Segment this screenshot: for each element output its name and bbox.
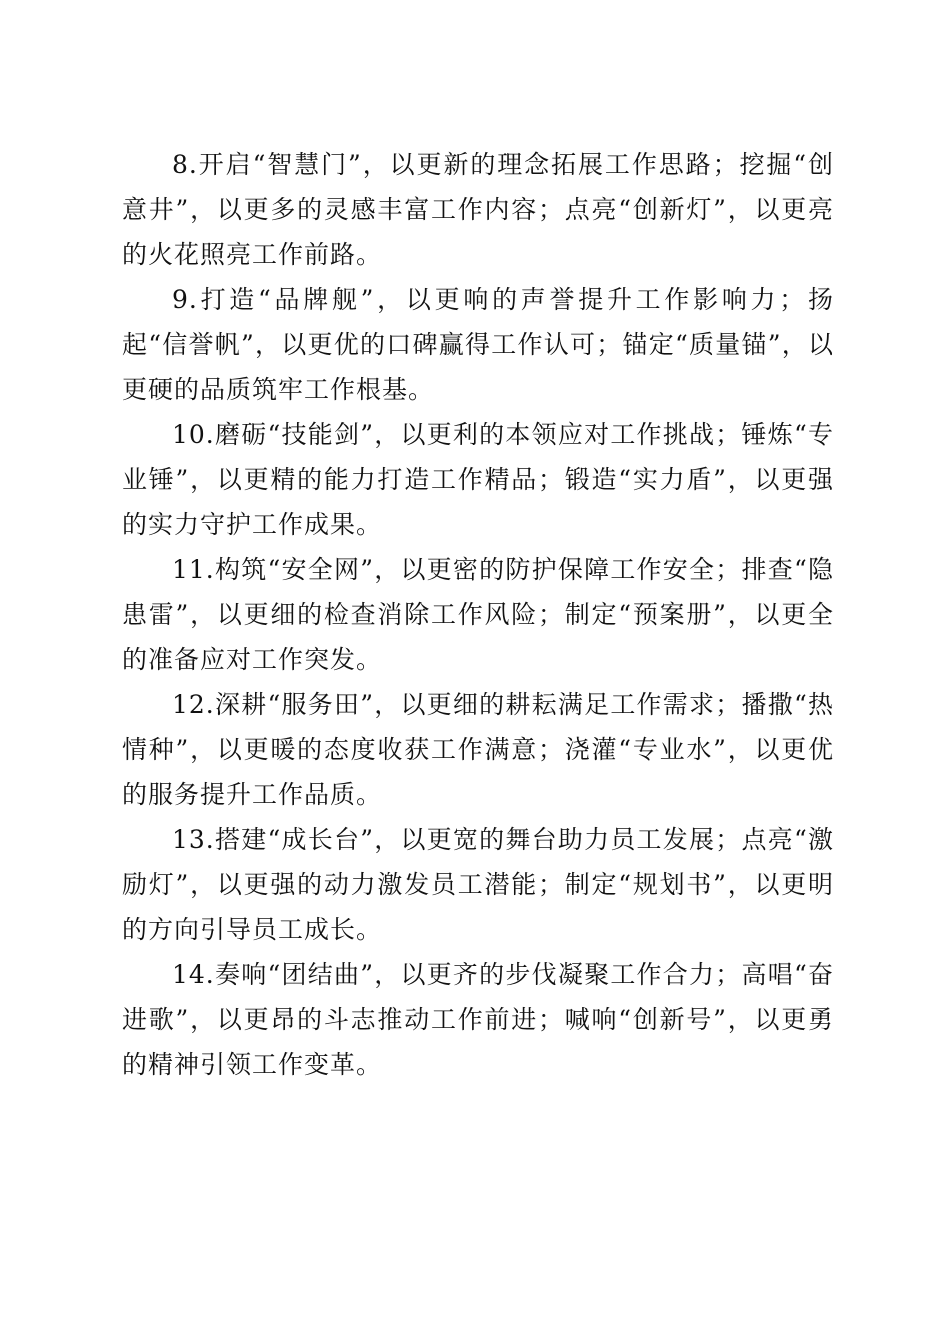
paragraph-14: 14.奏响“团结曲”，以更齐的步伐凝聚工作合力；高唱“奋进歌”，以更昂的斗志推动工作前进；喊响“创新号”，以更勇的精神引领工作变革。 bbox=[122, 960, 834, 1079]
paragraph-8: 8.开启“智慧门”，以更新的理念拓展工作思路；挖掘“创意井”，以更多的灵感丰富工作内容；点亮“创新灯”，以更亮的火花照亮工作前路。 bbox=[122, 150, 834, 269]
document-body bbox=[122, 142, 834, 1087]
paragraph-9: 9.打造“品牌舰”，以更响的声誉提升工作影响力；扬起“信誉帆”，以更优的口碑赢得工作认可；锚定“质量锚”，以更硬的品质筑牢工作根基。 bbox=[122, 285, 834, 404]
paragraph-10: 10.磨砺“技能剑”，以更利的本领应对工作挑战；锤炼“专业锤”，以更精的能力打造工作精品；锻造“实力盾”，以更强的实力守护工作成果。 bbox=[122, 420, 834, 539]
paragraph-11: 11.构筑“安全网”，以更密的防护保障工作安全；排查“隐患雷”，以更细的检查消除工作风险；制定“预案册”，以更全的准备应对工作突发。 bbox=[122, 555, 834, 674]
paragraph-13: 13.搭建“成长台”，以更宽的舞台助力员工发展；点亮“激励灯”，以更强的动力激发员工潜能；制定“规划书”，以更明的方向引导员工成长。 bbox=[122, 825, 834, 944]
paragraph-12: 12.深耕“服务田”，以更细的耕耘满足工作需求；播撒“热情种”，以更暖的态度收获工作满意；浇灌“专业水”，以更优的服务提升工作品质。 bbox=[122, 690, 834, 809]
